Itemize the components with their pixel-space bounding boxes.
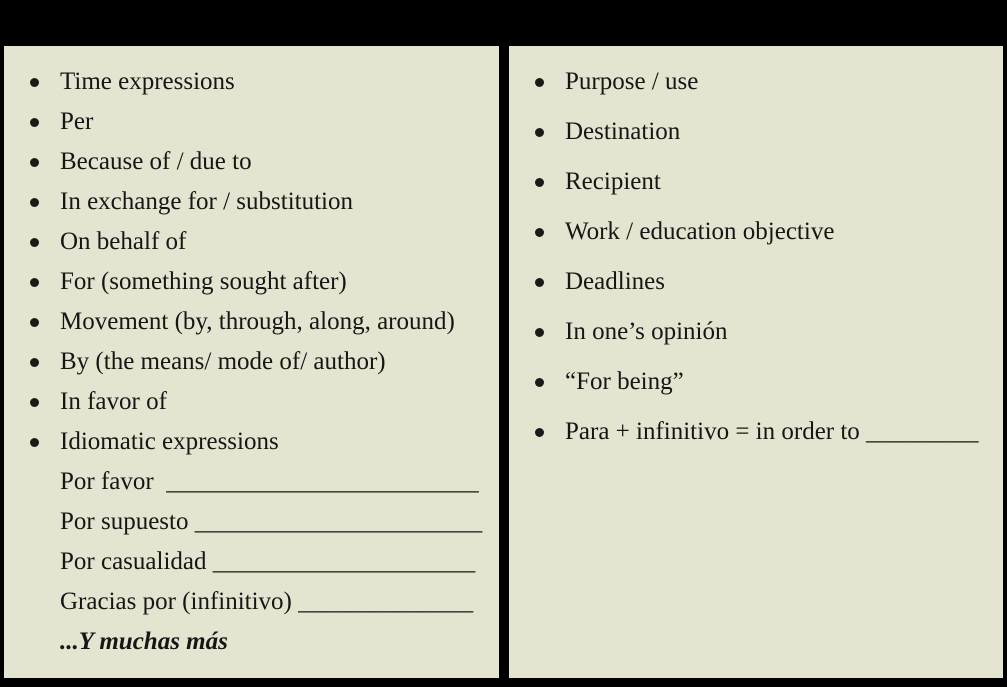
column-divider — [499, 0, 509, 687]
para-uses-list — [509, 46, 1003, 457]
bullet-icon — [535, 428, 544, 437]
bullet-icon — [30, 398, 39, 407]
bullet-icon — [30, 198, 39, 207]
list-item-label: Time expressions — [60, 68, 235, 95]
list-item — [4, 62, 499, 102]
list-item — [4, 422, 499, 462]
list-item-label: Purpose / use — [565, 68, 699, 95]
bullet-icon — [30, 158, 39, 167]
para-column-cell — [509, 46, 1003, 678]
list-item-label: Work / education objective — [565, 218, 835, 245]
list-item — [509, 407, 1003, 457]
list-item — [509, 107, 1003, 157]
fill-in-blank-label: Por supuesto _______________________ — [60, 508, 483, 535]
fill-in-blank-line — [4, 462, 499, 502]
list-item-label: On behalf of — [60, 228, 187, 255]
list-item — [4, 302, 499, 342]
fill-in-blank-group — [4, 462, 499, 622]
list-item-label: In one’s opinión — [565, 318, 728, 345]
list-item-label: In exchange for / substitution — [60, 188, 353, 215]
bullet-icon — [535, 178, 544, 187]
bullet-icon — [30, 78, 39, 87]
bullet-icon — [30, 118, 39, 127]
list-item — [509, 307, 1003, 357]
fill-in-blank-line — [4, 582, 499, 622]
more-note-label: ...Y muchas más — [60, 628, 228, 655]
list-item — [4, 382, 499, 422]
bullet-icon — [535, 128, 544, 137]
list-item — [4, 222, 499, 262]
bullet-icon — [30, 238, 39, 247]
por-column-cell — [4, 46, 499, 678]
list-item-label: Idiomatic expressions — [60, 428, 279, 455]
bullet-icon — [535, 378, 544, 387]
list-item-label: “For being” — [565, 368, 684, 395]
list-item-label: By (the means/ mode of/ author) — [60, 348, 386, 375]
list-item-label: Per — [60, 108, 94, 135]
list-item — [4, 182, 499, 222]
fill-in-blank-label: Por casualidad _____________________ — [60, 548, 476, 575]
fill-in-blank-line — [4, 502, 499, 542]
list-item — [509, 257, 1003, 307]
list-item — [509, 207, 1003, 257]
list-item-label: Para + infinitivo = in order to _________ — [565, 418, 979, 445]
fill-in-blank-line — [4, 542, 499, 582]
more-note — [4, 622, 499, 662]
bullet-icon — [535, 278, 544, 287]
list-item-label: Recipient — [565, 168, 661, 195]
list-item — [4, 342, 499, 382]
list-item — [509, 57, 1003, 107]
fill-in-blank-label: Por favor _________________________ — [60, 468, 479, 495]
list-item-label: Because of / due to — [60, 148, 252, 175]
bullet-icon — [30, 318, 39, 327]
fill-in-blank-label: Gracias por (infinitivo) ______________ — [60, 588, 474, 615]
list-item — [509, 357, 1003, 407]
bullet-icon — [535, 328, 544, 337]
bullet-icon — [30, 358, 39, 367]
bullet-icon — [535, 228, 544, 237]
por-uses-list — [4, 46, 499, 462]
list-item-label: Movement (by, through, along, around) — [60, 308, 455, 335]
bullet-icon — [30, 278, 39, 287]
list-item-label: Destination — [565, 118, 681, 145]
bullet-icon — [535, 78, 544, 87]
list-item — [4, 262, 499, 302]
list-item-label: In favor of — [60, 388, 167, 415]
list-item — [509, 157, 1003, 207]
bullet-icon — [30, 438, 39, 447]
list-item-label: For (something sought after) — [60, 268, 347, 295]
list-item — [4, 142, 499, 182]
list-item-label: Deadlines — [565, 268, 665, 295]
list-item — [4, 102, 499, 142]
